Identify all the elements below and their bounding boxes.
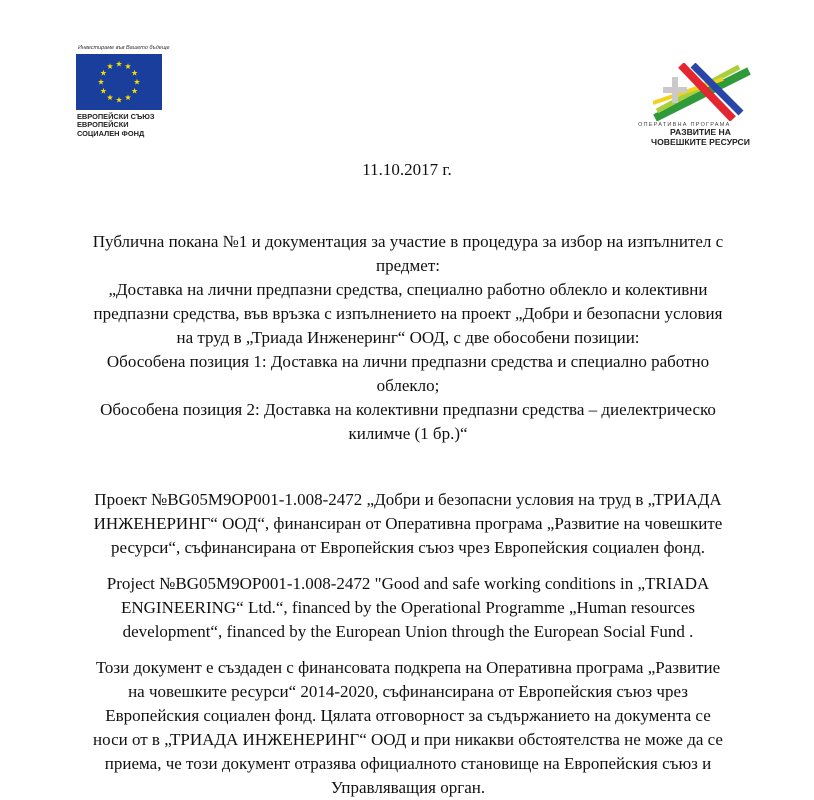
eu-name-line: ЕВРОПЕЙСКИ СЪЮЗ (77, 112, 155, 121)
op-title-line: ЧОВЕШКИТЕ РЕСУРСИ (651, 136, 750, 147)
text-line: предпазни средства, във връзка с изпълнението на проект „Добри и безопасни условия (93, 304, 723, 323)
text-line: ресурси“, съфинансирана от Европейския съюз чрез Европейския социален фонд. (110, 538, 706, 557)
text-line: приема, че този документ отразява официалното становище на Европейския съюз и (104, 754, 712, 773)
text-line: облекло; (376, 376, 440, 395)
text-line: на човешките ресурси“ 2014-2020, съфинансирана от Европейския съюз чрез (128, 682, 688, 701)
text-line: Публична покана №1 и документация за участие в процедура за избор на изпълнител с (92, 232, 724, 251)
text-line: Управляващия орган. (330, 778, 486, 797)
text-line: „Доставка на лични предпазни средства, специално работно облекло и колективни (108, 280, 708, 299)
text-line: килимче (1 бр.)“ (348, 424, 468, 443)
op-title (638, 128, 763, 147)
eu-esf-logo (76, 45, 186, 138)
eu-name-line: СОЦИАЛЕН ФОНД (77, 128, 145, 138)
text-line: Обособена позиция 1: Доставка на лични предпазни средства и специално работно (106, 352, 710, 371)
op-title-line: РАЗВИТИЕ НА (670, 127, 731, 137)
text-line: Обособена позиция 2: Доставка на колективни предпазни средства – диелектрическо (100, 400, 716, 419)
text-line: носи от в „ТРИАДА ИНЖЕНЕРИНГ“ ООД и при никакви обстоятелства не може да се (93, 730, 723, 749)
text-line: Този документ е създаден с финансовата подкрепа на Оперативна програма „Развитие (95, 658, 721, 677)
text-line: ИНЖЕНЕРИНГ“ ООД“, финансиран от Оперативна програма „Развитие на човешките (93, 514, 723, 533)
eu-tagline: Инвестираме във Вашето бъдеще (78, 45, 170, 51)
invitation-title (44, 230, 772, 446)
document-date: 11.10.2017 г. (362, 160, 452, 179)
text-line: Project №BG05M9OP001-1.008-2472 "Good and safe working conditions in „TRIADA (106, 574, 710, 593)
text-line: development“, financed by the European Union through the European Social Fund . (122, 622, 694, 641)
op-small-text: ОПЕРАТИВНА ПРОГРАМА (638, 122, 731, 128)
op-emblem-icon (653, 63, 753, 121)
eu-flag-icon (76, 54, 162, 110)
op-hrd-logo (638, 63, 763, 147)
project-info-en (44, 572, 772, 644)
text-line: Европейския социален фонд. Цялата отговорност за съдържанието на документа се (105, 706, 711, 725)
text-line: ENGINEERING“ Ltd.“, financed by the Operational Programme „Human resources (120, 598, 696, 617)
eu-name-line: ЕВРОПЕЙСКИ (77, 120, 129, 130)
funding-disclaimer (44, 656, 772, 800)
text-line: Проект №BG05M9OP001-1.008-2472 „Добри и безопасни условия на труд в „ТРИАДА (94, 490, 722, 509)
project-info-bg (44, 488, 772, 560)
text-line: на труд в „Триада Инженеринг“ ООД, с две обособени позиции: (176, 328, 640, 347)
eu-name (77, 113, 186, 138)
text-line: предмет: (375, 256, 441, 275)
